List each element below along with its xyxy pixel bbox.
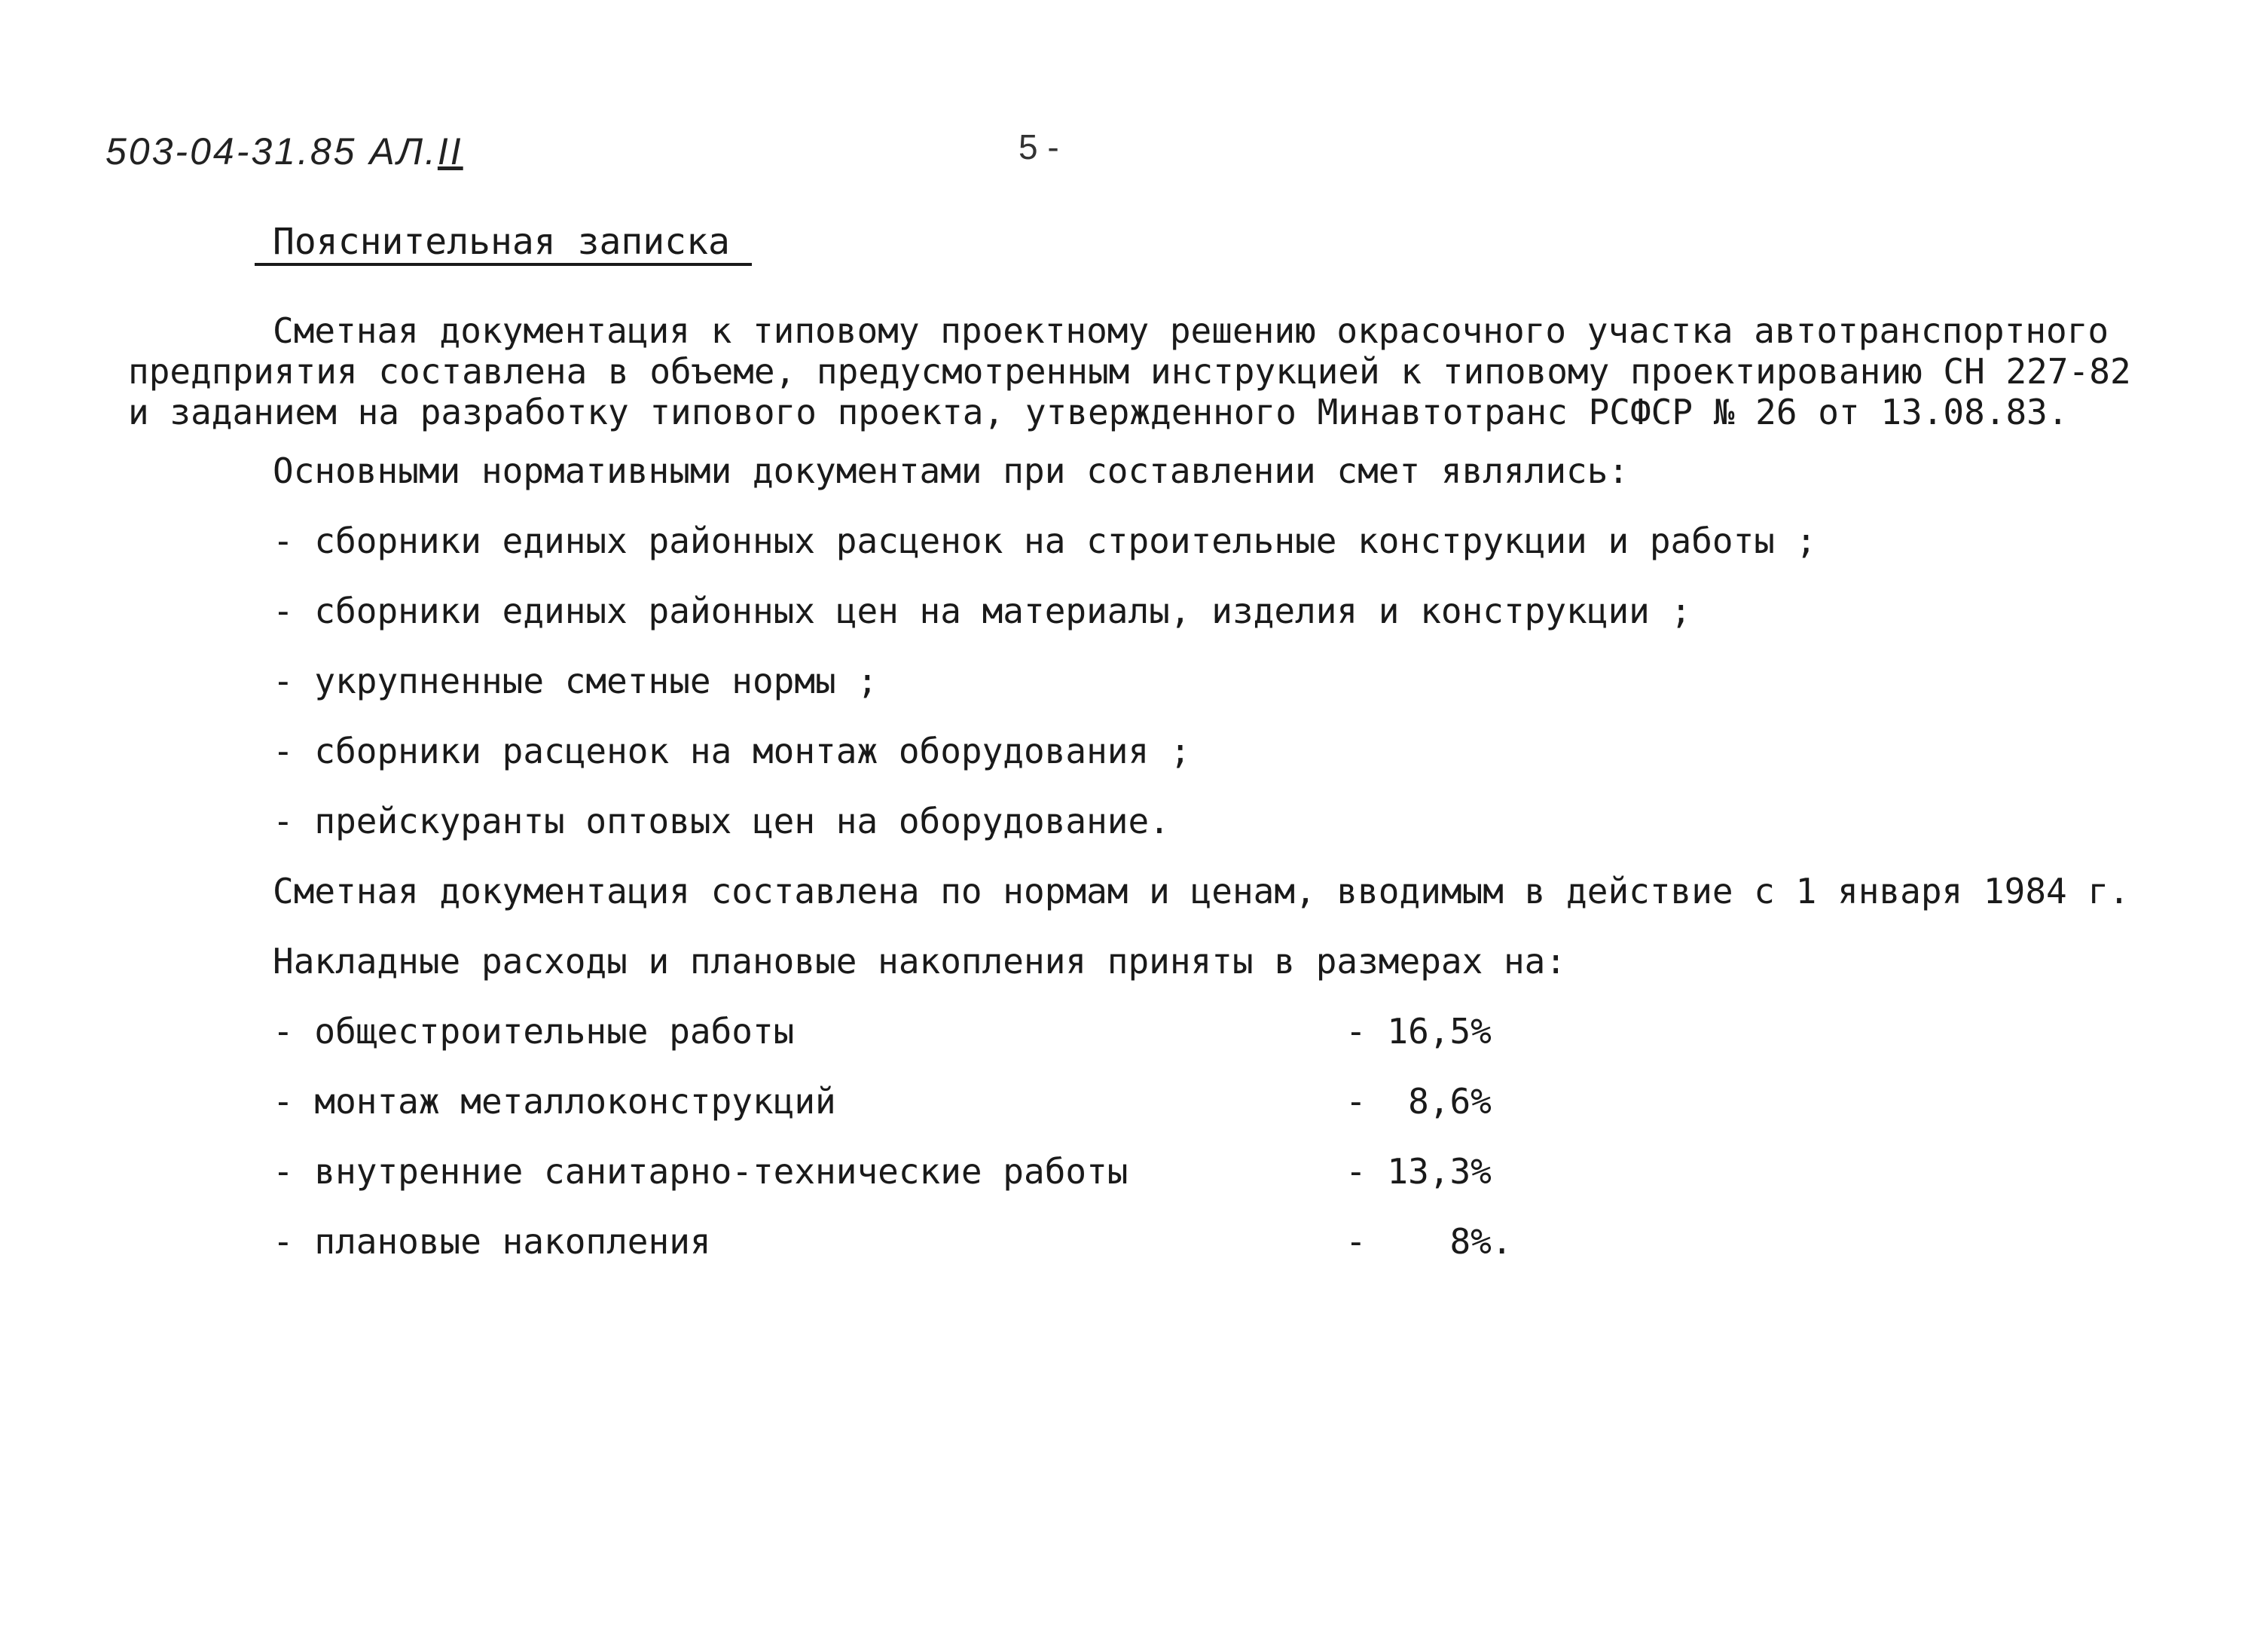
overhead-rate-value: - 16,5% — [1345, 1011, 1492, 1052]
overhead-rate-value: - 8,6% — [1345, 1081, 1492, 1122]
album-label: АЛ. — [369, 130, 438, 173]
overhead-heading: Накладные расходы и плановые накопления приняты в размерах на: — [273, 941, 1567, 982]
document-code — [105, 130, 463, 173]
title-underline — [255, 263, 752, 266]
source-item: - сборники расценок на монтаж оборудования ; — [273, 731, 1191, 771]
source-item: - прейскуранты оптовых цен на оборудование. — [273, 801, 1170, 841]
overhead-rate-label: - плановые накопления — [273, 1221, 711, 1262]
source-item: - укрупненные сметные нормы ; — [273, 661, 878, 701]
intro-line: предприятия составлена в объеме, предусмотренным инструкцией к типовому проектированию СН 227-82 — [128, 351, 2131, 392]
intro-line: Сметная документация к типовому проектному решению окрасочного участка автотранспортного — [273, 310, 2109, 351]
overhead-rate-label: - монтаж металлоконструкций — [273, 1081, 836, 1122]
intro-line: и заданием на разработку типового проекта, утвержденного Минавтотранс РСФСР № 26 от 13.08.83. — [128, 392, 2069, 432]
page-title: Пояснительная записка — [273, 221, 730, 263]
sources-heading: Основными нормативными документами при составлении смет являлись: — [273, 450, 1629, 491]
overhead-rate-value: - 13,3% — [1345, 1151, 1492, 1192]
album-number: II — [437, 130, 463, 173]
source-item: - сборники единых районных расценок на строительные конструкции и работы ; — [273, 521, 1817, 561]
source-item: - сборники единых районных цен на материалы, изделия и конструкции ; — [273, 591, 1692, 631]
overhead-rate-value: - 8%. — [1345, 1221, 1513, 1262]
intro-paragraph — [128, 310, 2192, 432]
overhead-rate-label: - внутренние санитарно-технические работы — [273, 1151, 1128, 1192]
overhead-rate-label: - общестроительные работы — [273, 1011, 795, 1052]
pricing-note: Сметная документация составлена по нормам и ценам, вводимым в действие с 1 января 1984 г. — [273, 871, 2130, 912]
page-number: 5 - — [1019, 127, 1059, 166]
doc-code-number: 503-04-31.85 — [105, 130, 357, 173]
